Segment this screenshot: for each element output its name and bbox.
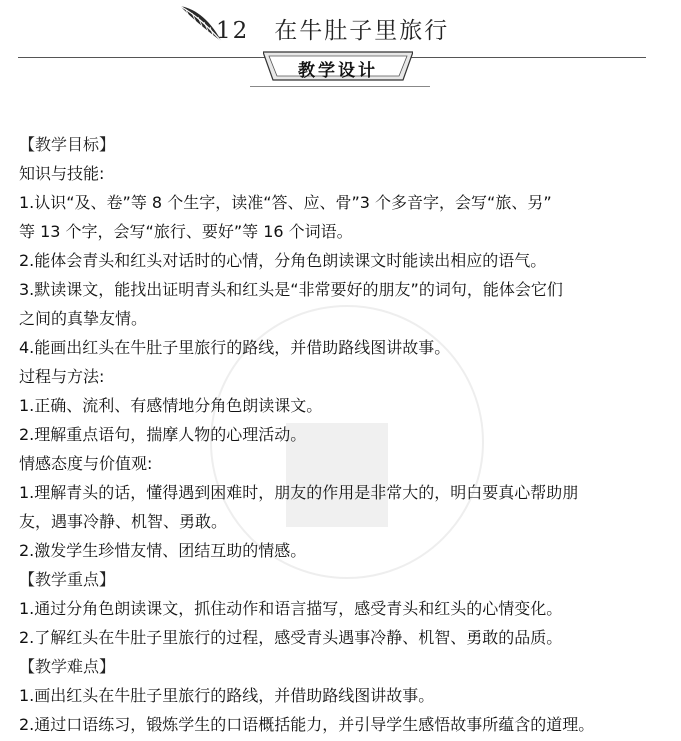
paragraph-line: 友，遇事冷静、机智、勇敢。 (19, 512, 228, 531)
paragraph-line: 1.画出红头在牛肚子里旅行的路线，并借助路线图讲故事。 (19, 686, 435, 705)
subheading-process: 过程与方法: (19, 367, 105, 386)
lesson-title: 12 在牛肚子里旅行 (216, 18, 450, 44)
document-body (19, 130, 669, 739)
paragraph-line: 等 13 个字，会写“旅行、要好”等 16 个词语。 (19, 222, 353, 241)
paragraph-line: 2.理解重点语句，揣摩人物的心理活动。 (19, 425, 307, 444)
section-heading-difficulties: 【教学难点】 (19, 657, 116, 676)
paragraph-line: 1.理解青头的话，懂得遇到困难时，朋友的作用是非常大的，明白要真心帮助朋 (19, 483, 579, 502)
page-header (0, 0, 681, 100)
paragraph-line: 1.认识“及、卷”等 8 个生字，读准“答、应、骨”3 个多音字，会写“旅、另” (19, 193, 552, 212)
paragraph-line: 2.了解红头在牛肚子里旅行的过程，感受青头遇事冷静、机智、勇敢的品质。 (19, 628, 563, 647)
paragraph-line: 之间的真挚友情。 (19, 309, 148, 328)
section-heading-goals: 【教学目标】 (19, 135, 116, 154)
subheading-emotion: 情感态度与价值观: (19, 454, 153, 473)
paragraph-line: 1.正确、流利、有感情地分角色朗读课文。 (19, 396, 323, 415)
paragraph-line: 1.通过分角色朗读课文，抓住动作和语言描写，感受青头和红头的心情变化。 (19, 599, 563, 618)
banner-underline (250, 86, 430, 87)
paragraph-line: 3.默读课文，能找出证明青头和红头是“非常要好的朋友”的词句，能体会它们 (19, 280, 563, 299)
section-heading-key-points: 【教学重点】 (19, 570, 116, 589)
paragraph-line: 4.能画出红头在牛肚子里旅行的路线，并借助路线图讲故事。 (19, 338, 451, 357)
paragraph-line: 2.激发学生珍惜友情、团结互助的情感。 (19, 541, 307, 560)
paragraph-line: 2.通过口语练习，锻炼学生的口语概括能力，并引导学生感悟故事所蕴含的道理。 (19, 715, 595, 734)
paragraph-line: 2.能体会青头和红头对话时的心情，分角色朗读课文时能读出相应的语气。 (19, 251, 547, 270)
subheading-knowledge: 知识与技能: (19, 164, 105, 183)
banner-label: 教学设计 (298, 61, 378, 81)
